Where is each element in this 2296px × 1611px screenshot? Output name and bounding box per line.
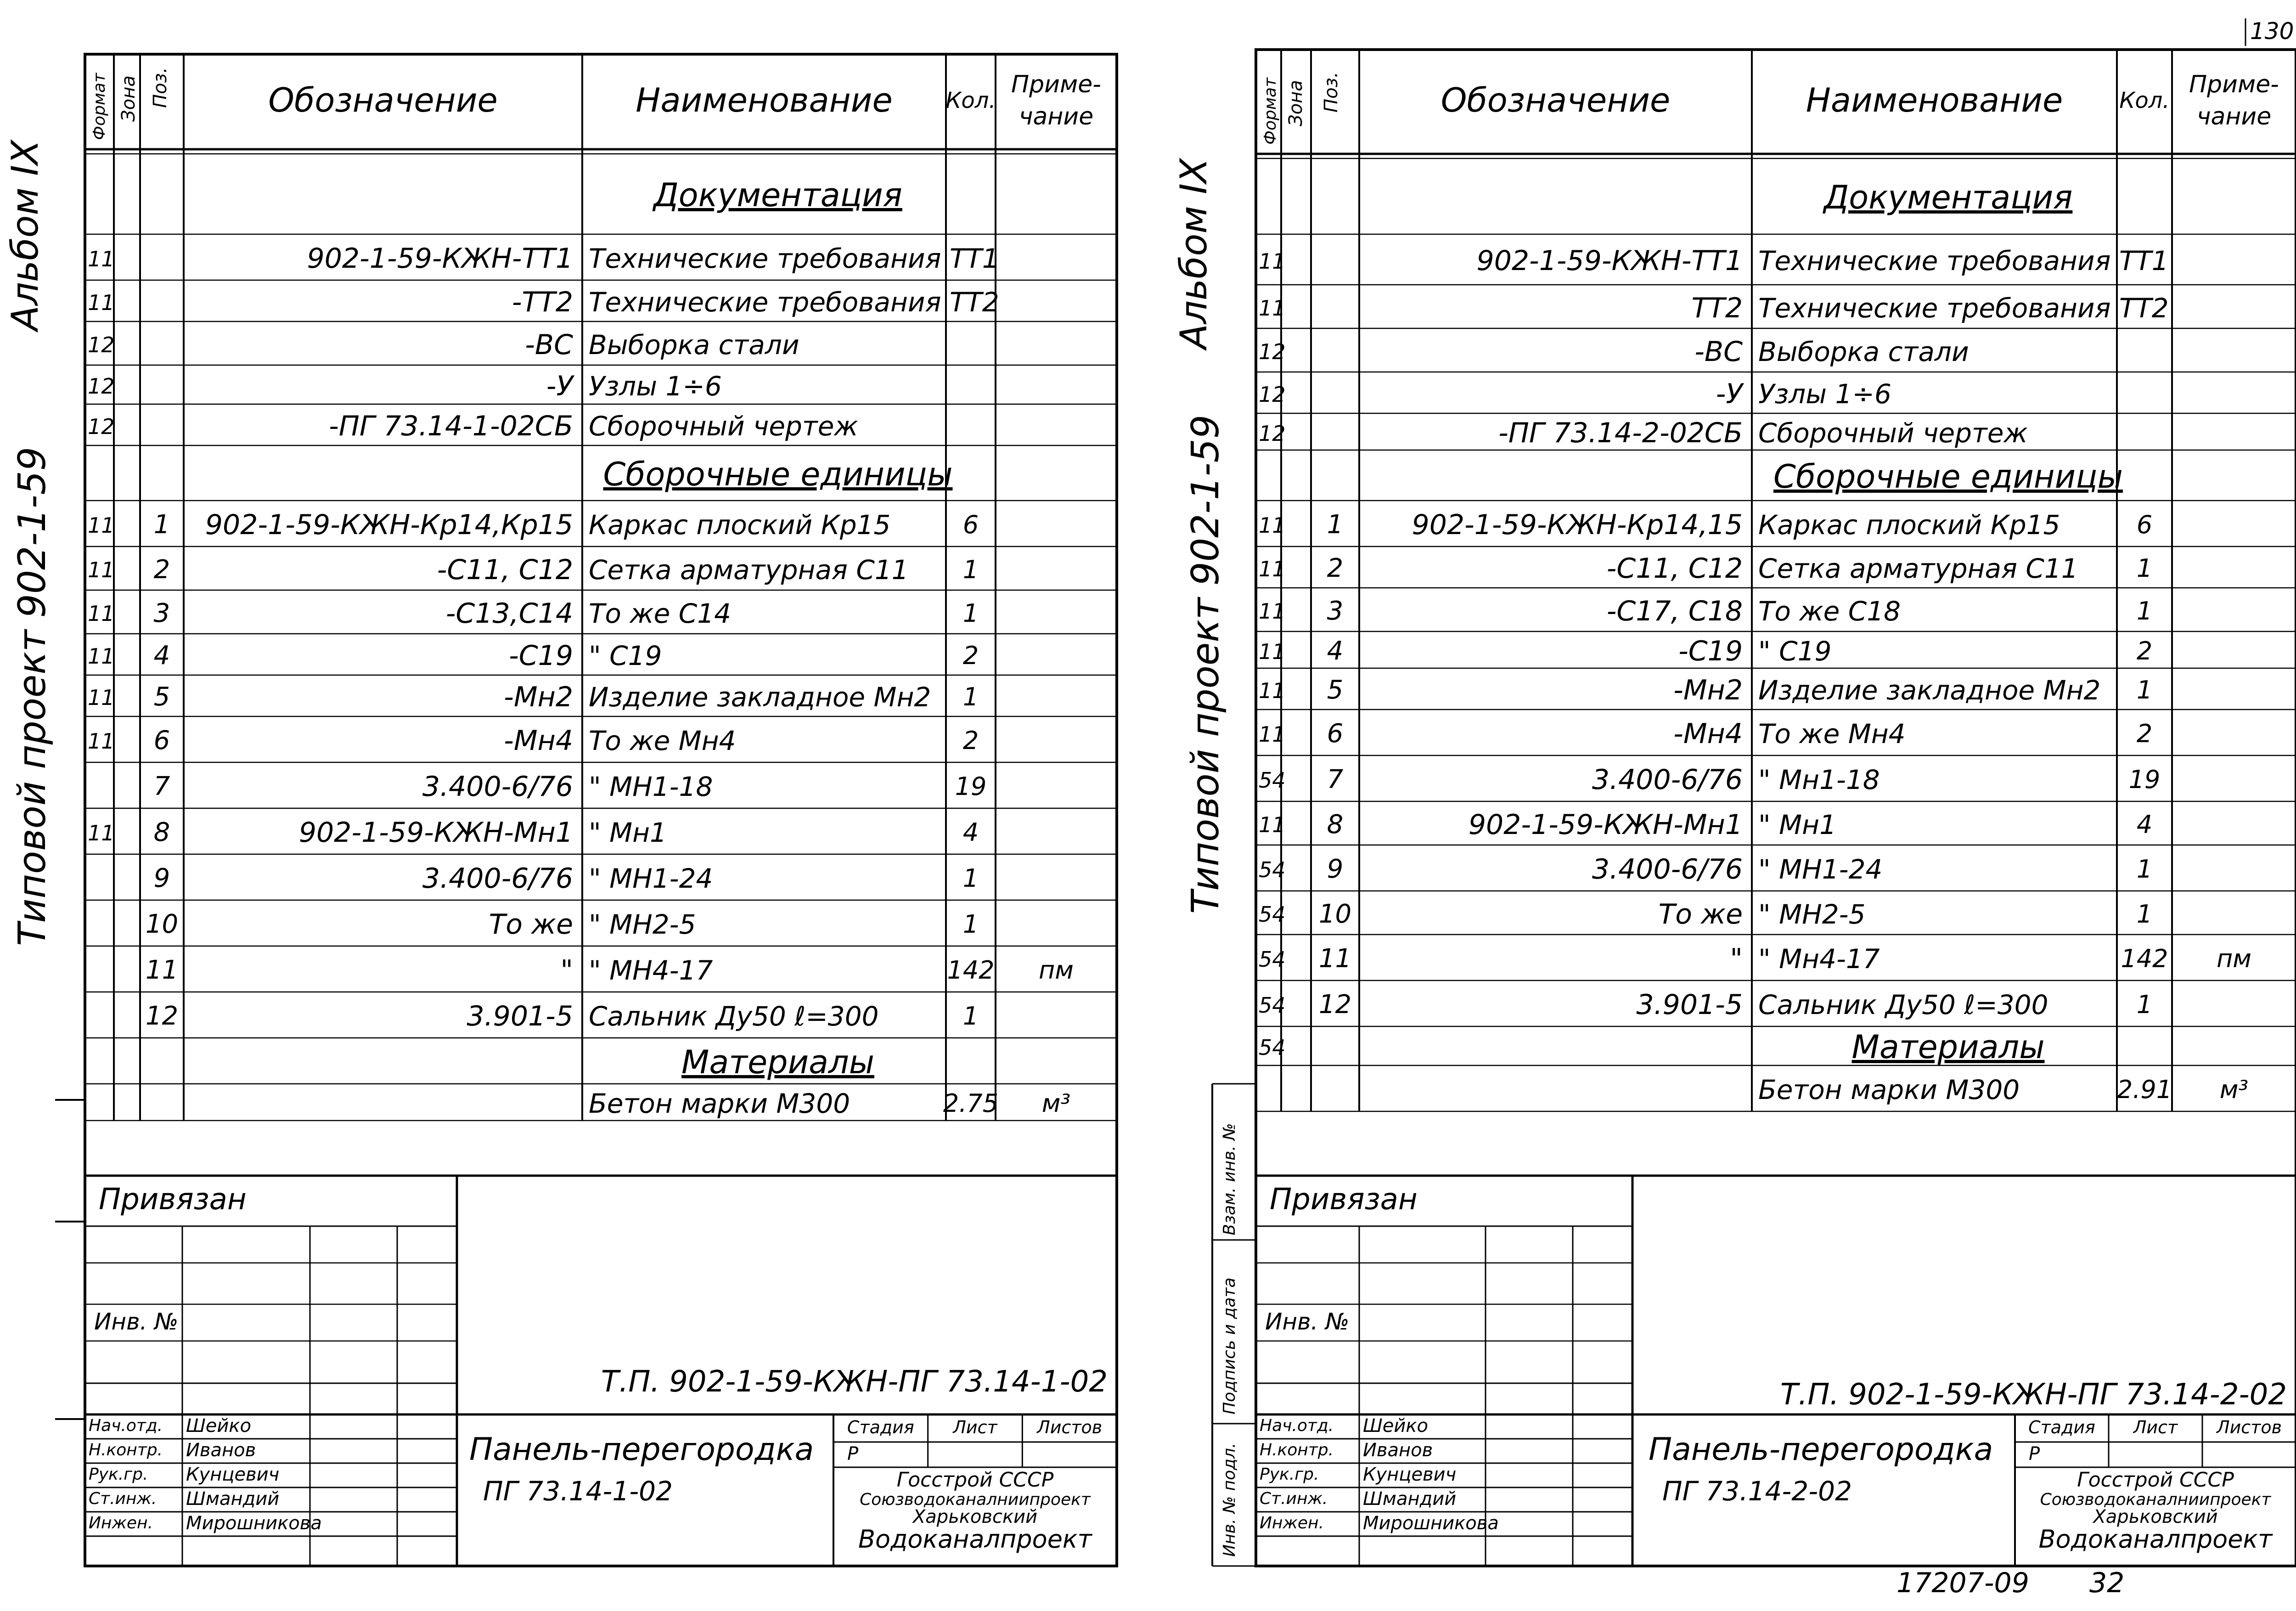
row-designation: -С19 bbox=[509, 640, 573, 672]
row-name: Изделие закладное Мн2 bbox=[1758, 675, 2101, 706]
row-name: " С19 bbox=[1758, 636, 1832, 667]
row-name: Технические требования ТТ1 bbox=[1758, 245, 2169, 277]
sheets-label: Листов bbox=[1037, 1417, 1103, 1438]
row-designation: 902-1-59-КЖН-Кр14,15 bbox=[1412, 509, 1743, 541]
person-name: Иванов bbox=[186, 1439, 256, 1461]
role-label: Н.контр. bbox=[1260, 1440, 1334, 1459]
row-designation: -У bbox=[546, 370, 573, 402]
row-name: Выборка стали bbox=[589, 329, 799, 361]
org-line: Союзводоканалниипроект bbox=[860, 1490, 1091, 1510]
row-format: 11 bbox=[88, 643, 115, 669]
row-format: 12 bbox=[1259, 421, 1286, 446]
role-label: Рук.гр. bbox=[1260, 1465, 1319, 1484]
row-section-heading: Документация bbox=[1823, 179, 2073, 216]
person-name: Шмандий bbox=[186, 1488, 280, 1510]
row-pos: 1 bbox=[1327, 510, 1344, 540]
row-format: 11 bbox=[88, 728, 115, 754]
row-designation: 902-1-59-КЖН-Кр14,Кр15 bbox=[205, 509, 573, 541]
side-stamp-replaced: Взам. инв. № bbox=[1220, 1123, 1239, 1235]
row-designation: 902-1-59-КЖН-Мн1 bbox=[298, 817, 573, 849]
sheet-border-2 bbox=[1256, 50, 2296, 1566]
row-format: 11 bbox=[1259, 599, 1286, 624]
row-designation: -ПГ 73.14-2-02СБ bbox=[1498, 417, 1743, 449]
row-name: Каркас плоский Кр15 bbox=[1758, 509, 2060, 541]
row-pos: 6 bbox=[1327, 719, 1344, 749]
row-pos: 7 bbox=[1327, 765, 1344, 795]
row-qty: 1 bbox=[962, 864, 979, 893]
row-designation: 3.901-5 bbox=[467, 1000, 573, 1032]
row-pos: 4 bbox=[153, 641, 170, 671]
row-format: 12 bbox=[88, 414, 115, 439]
row-name: То же Мн4 bbox=[1758, 718, 1906, 750]
role-label: Нач.отд. bbox=[1260, 1416, 1334, 1435]
sheet-label: Лист bbox=[953, 1417, 997, 1438]
person-name: Кунцевич bbox=[186, 1464, 280, 1485]
inv-label: Инв. № bbox=[1265, 1308, 1350, 1335]
header-pos: Поз. bbox=[150, 67, 171, 108]
row-format: 54 bbox=[1259, 857, 1286, 882]
row-section-heading: Сборочные единицы bbox=[1773, 457, 2123, 496]
row-qty: 142 bbox=[2121, 944, 2168, 974]
row-pos: 9 bbox=[153, 863, 170, 894]
row-qty: 1 bbox=[962, 682, 979, 712]
role-label: Рук.гр. bbox=[89, 1465, 148, 1484]
row-format: 11 bbox=[88, 558, 115, 583]
person-name: Иванов bbox=[1363, 1439, 1433, 1461]
sheet-label: Лист bbox=[2133, 1417, 2178, 1438]
header-pos: Поз. bbox=[1321, 72, 1342, 113]
row-format: 11 bbox=[88, 246, 115, 271]
row-qty: 1 bbox=[962, 1002, 979, 1031]
row-qty: 2.75 bbox=[943, 1089, 999, 1118]
row-format: 11 bbox=[1259, 639, 1286, 664]
row-pos: 3 bbox=[153, 598, 170, 628]
row-name: То же С18 bbox=[1758, 595, 1901, 627]
row-name: Бетон марки М300 bbox=[589, 1088, 850, 1120]
row-qty: 2 bbox=[962, 641, 979, 670]
person-name: Шейко bbox=[1363, 1415, 1429, 1436]
row-pos: 10 bbox=[1318, 899, 1352, 929]
row-note: м³ bbox=[2219, 1075, 2249, 1104]
header-note: чание bbox=[1019, 102, 1094, 130]
row-format: 11 bbox=[88, 820, 115, 845]
row-format: 11 bbox=[88, 601, 115, 626]
row-name: Сборочный чертеж bbox=[1758, 417, 2028, 449]
row-name: То же С14 bbox=[589, 597, 732, 629]
row-designation: -С13,С14 bbox=[445, 597, 573, 630]
row-format: 12 bbox=[88, 374, 115, 399]
side-stamp-inv: Инв. № подл. bbox=[1220, 1442, 1239, 1557]
org-line: Харьковский bbox=[912, 1506, 1038, 1527]
margin-album: Альбом IX bbox=[1172, 158, 1215, 349]
margin-project: Типовой проект 902-1-59 bbox=[11, 447, 54, 946]
row-designation: -Мн2 bbox=[1673, 674, 1743, 706]
row-designation: То же bbox=[489, 908, 573, 941]
row-pos: 9 bbox=[1327, 854, 1344, 884]
row-note: пм bbox=[2216, 944, 2252, 974]
row-name: " Мн1 bbox=[589, 817, 667, 849]
row-name: То же Мн4 bbox=[589, 725, 736, 757]
row-designation: " bbox=[1730, 943, 1743, 975]
row-note: м³ bbox=[1041, 1089, 1071, 1118]
header-name: Наименование bbox=[1806, 80, 2063, 119]
row-section-heading: Документация bbox=[653, 176, 902, 214]
org-line: Госстрой СССР bbox=[896, 1468, 1054, 1492]
row-designation: -Мн4 bbox=[504, 725, 573, 757]
row-designation: -ТТ2 bbox=[512, 286, 573, 318]
row-name: Сальник Ду50 ℓ=300 bbox=[1758, 989, 2048, 1021]
binding-label: Привязан bbox=[99, 1182, 247, 1217]
row-designation: -У bbox=[1716, 378, 1743, 410]
row-name: Изделие закладное Мн2 bbox=[589, 682, 931, 713]
row-qty: 2 bbox=[2136, 719, 2153, 749]
row-name: " МН1-24 bbox=[589, 863, 713, 895]
row-name: " МН1-24 bbox=[1758, 854, 1883, 885]
row-format: 54 bbox=[1259, 946, 1286, 972]
row-section-heading: Материалы bbox=[1851, 1028, 2045, 1066]
row-format: 12 bbox=[1259, 339, 1286, 365]
row-designation: -Мн2 bbox=[504, 681, 573, 713]
row-name: " С19 bbox=[589, 640, 662, 672]
row-pos: 5 bbox=[153, 682, 170, 712]
row-format: 12 bbox=[88, 332, 115, 358]
row-format: 11 bbox=[1259, 556, 1286, 581]
drawing-code: Т.П. 902-1-59-КЖН-ПГ 73.14-2-02 bbox=[1780, 1377, 2287, 1412]
row-format: 54 bbox=[1259, 902, 1286, 927]
row-designation: -С11, С12 bbox=[1606, 552, 1743, 585]
row-format: 11 bbox=[1259, 296, 1286, 321]
row-designation: 902-1-59-КЖН-Мн1 bbox=[1468, 808, 1743, 841]
drawing-mark: ПГ 73.14-2-02 bbox=[1662, 1476, 1852, 1507]
row-qty: 1 bbox=[2136, 899, 2153, 929]
row-pos: 2 bbox=[1327, 553, 1344, 584]
org-line: Госстрой СССР bbox=[2077, 1468, 2234, 1492]
sheets-label: Листов bbox=[2217, 1417, 2282, 1438]
role-label: Ст.инж. bbox=[89, 1489, 157, 1508]
sheet-border-1 bbox=[85, 54, 1117, 1566]
row-qty: 6 bbox=[2136, 510, 2153, 540]
row-section-heading: Материалы bbox=[681, 1043, 874, 1081]
row-format: 12 bbox=[1259, 382, 1286, 407]
stamp-number: 17207-09 bbox=[1896, 1567, 2029, 1599]
row-pos: 12 bbox=[145, 1001, 179, 1031]
drawing-mark: ПГ 73.14-1-02 bbox=[483, 1476, 673, 1507]
row-format: 11 bbox=[1259, 248, 1286, 274]
row-name: Каркас плоский Кр15 bbox=[589, 509, 891, 541]
header-designation: Обозначение bbox=[268, 80, 498, 119]
header-format: Формат bbox=[90, 73, 109, 140]
row-pos: 8 bbox=[1327, 809, 1344, 839]
row-name: Сетка арматурная С11 bbox=[589, 554, 909, 586]
person-name: Мирошникова bbox=[186, 1512, 322, 1534]
row-qty: 1 bbox=[962, 910, 979, 939]
row-name: Сборочный чертеж bbox=[589, 411, 858, 442]
row-pos: 7 bbox=[153, 772, 170, 802]
org-line: Водоканалпроект bbox=[2038, 1525, 2273, 1554]
row-pos: 5 bbox=[1327, 675, 1344, 705]
row-name: Узлы 1÷6 bbox=[1758, 378, 1891, 410]
row-format: 11 bbox=[1259, 513, 1286, 538]
row-pos: 6 bbox=[153, 726, 170, 756]
role-label: Ст.инж. bbox=[1260, 1489, 1328, 1508]
role-label: Н.контр. bbox=[89, 1440, 163, 1459]
row-name: " Мн1-18 bbox=[1758, 764, 1880, 796]
row-designation: 3.901-5 bbox=[1636, 989, 1743, 1021]
header-note: Приме- bbox=[2189, 70, 2279, 98]
row-name: Технические требования ТТ2 bbox=[1758, 292, 2169, 324]
row-format: 11 bbox=[1259, 812, 1286, 838]
org-line: Водоканалпроект bbox=[858, 1525, 1092, 1554]
row-name: " МН2-5 bbox=[589, 909, 696, 941]
row-qty: 1 bbox=[962, 598, 979, 628]
header-zone: Зона bbox=[118, 75, 139, 122]
row-name: Бетон марки М300 bbox=[1758, 1074, 2020, 1106]
side-stamp-sign: Подпись и дата bbox=[1220, 1277, 1239, 1414]
stage-label: Стадия bbox=[2028, 1417, 2095, 1438]
row-designation: -С19 bbox=[1678, 635, 1743, 667]
drawing-code: Т.П. 902-1-59-КЖН-ПГ 73.14-1-02 bbox=[601, 1364, 1108, 1399]
row-qty: 1 bbox=[962, 555, 979, 584]
row-qty: 1 bbox=[2136, 990, 2153, 1020]
header-format: Формат bbox=[1261, 77, 1280, 145]
row-format: 11 bbox=[88, 685, 115, 710]
row-designation: -С17, С18 bbox=[1606, 595, 1743, 627]
row-designation: -Мн4 bbox=[1673, 718, 1743, 750]
row-name: " МН2-5 bbox=[1758, 898, 1866, 930]
row-qty: 4 bbox=[2136, 810, 2153, 839]
stamp-page: 32 bbox=[2089, 1567, 2125, 1599]
row-name: Выборка стали bbox=[1758, 336, 1969, 367]
header-qty: Кол. bbox=[2119, 88, 2170, 114]
row-qty: 4 bbox=[962, 818, 979, 847]
row-pos: 4 bbox=[1327, 636, 1344, 666]
row-qty: 6 bbox=[962, 510, 979, 540]
row-qty: 1 bbox=[2136, 676, 2153, 705]
row-designation: 3.400-6/76 bbox=[422, 862, 573, 895]
row-designation: 3.400-6/76 bbox=[422, 771, 573, 803]
row-name: Узлы 1÷6 bbox=[589, 370, 722, 402]
row-name: Сетка арматурная С11 bbox=[1758, 553, 2078, 585]
row-section-heading: Сборочные единицы bbox=[603, 455, 953, 493]
row-format: 11 bbox=[1259, 721, 1286, 747]
row-designation: ТТ2 bbox=[1691, 292, 1743, 324]
inv-label: Инв. № bbox=[94, 1308, 179, 1335]
row-pos: 12 bbox=[1318, 990, 1352, 1020]
row-pos: 8 bbox=[153, 817, 170, 848]
row-qty: 2 bbox=[2136, 637, 2153, 666]
stage-value: Р bbox=[2029, 1443, 2040, 1465]
role-label: Инжен. bbox=[1260, 1513, 1324, 1532]
row-pos: 11 bbox=[145, 955, 179, 986]
row-designation: -С11, С12 bbox=[437, 553, 573, 586]
stage-value: Р bbox=[847, 1443, 859, 1465]
row-qty: 1 bbox=[2136, 855, 2153, 884]
person-name: Шейко bbox=[186, 1415, 252, 1436]
row-qty: 19 bbox=[955, 772, 987, 801]
row-designation: 3.400-6/76 bbox=[1592, 853, 1743, 885]
row-designation: -ПГ 73.14-1-02СБ bbox=[329, 410, 573, 442]
row-qty: 19 bbox=[2128, 765, 2161, 794]
row-note: пм bbox=[1038, 956, 1074, 985]
row-format: 11 bbox=[88, 513, 115, 538]
person-name: Мирошникова bbox=[1363, 1512, 1499, 1534]
binding-label: Привязан bbox=[1270, 1182, 1418, 1217]
row-pos: 2 bbox=[153, 554, 170, 585]
header-designation: Обозначение bbox=[1441, 80, 1671, 119]
row-qty: 1 bbox=[2136, 596, 2153, 625]
header-note: Приме- bbox=[1011, 70, 1101, 98]
row-format: 11 bbox=[88, 290, 115, 315]
row-format: 11 bbox=[1259, 678, 1286, 703]
row-format: 54 bbox=[1259, 767, 1286, 793]
drawing-title: Панель-перегородка bbox=[469, 1431, 814, 1468]
row-designation: " bbox=[560, 954, 573, 986]
row-designation: -ВС bbox=[1694, 335, 1743, 368]
header-zone: Зона bbox=[1285, 80, 1306, 126]
org-line: Союзводоканалниипроект bbox=[2040, 1490, 2271, 1510]
row-qty: 142 bbox=[947, 956, 995, 985]
row-designation: -ВС bbox=[525, 328, 573, 361]
drawing-title: Панель-перегородка bbox=[1649, 1431, 1993, 1468]
person-name: Кунцевич bbox=[1363, 1464, 1457, 1485]
row-name: " Мн4-17 bbox=[1758, 943, 1880, 975]
person-name: Шмандий bbox=[1363, 1488, 1457, 1510]
row-format: 54 bbox=[1259, 992, 1286, 1018]
margin-project: Типовой проект 902-1-59 bbox=[1184, 415, 1227, 914]
row-name: Технические требования ТТ2 bbox=[589, 287, 999, 318]
row-designation: 902-1-59-КЖН-ТТ1 bbox=[1476, 245, 1743, 277]
stage-label: Стадия bbox=[847, 1417, 914, 1438]
row-pos: 10 bbox=[145, 909, 179, 940]
row-qty: 1 bbox=[2136, 554, 2153, 583]
row-pos: 11 bbox=[1318, 944, 1352, 974]
row-qty: 2 bbox=[962, 726, 979, 755]
row-name: Технические требования ТТ1 bbox=[589, 243, 999, 275]
page-number: 130 bbox=[2250, 17, 2294, 45]
org-line: Харьковский bbox=[2093, 1506, 2218, 1527]
row-name: " Мн1 bbox=[1758, 809, 1836, 840]
row-designation: То же bbox=[1658, 898, 1743, 930]
row-designation: 902-1-59-КЖН-ТТ1 bbox=[307, 242, 573, 275]
row-pos: 3 bbox=[1327, 596, 1344, 626]
row-qty: 2.91 bbox=[2116, 1075, 2172, 1104]
row-name: Сальник Ду50 ℓ=300 bbox=[589, 1001, 879, 1032]
header-name: Наименование bbox=[636, 80, 893, 119]
margin-album: Альбом IX bbox=[4, 140, 46, 331]
row-format: 54 bbox=[1259, 1035, 1286, 1060]
role-label: Нач.отд. bbox=[89, 1416, 163, 1435]
header-qty: Кол. bbox=[945, 88, 996, 114]
row-name: " МН1-18 bbox=[589, 771, 713, 803]
row-name: " МН4-17 bbox=[589, 955, 713, 986]
row-designation: 3.400-6/76 bbox=[1592, 764, 1743, 796]
row-pos: 1 bbox=[153, 510, 170, 540]
header-note: чание bbox=[2196, 102, 2272, 130]
role-label: Инжен. bbox=[89, 1513, 153, 1532]
